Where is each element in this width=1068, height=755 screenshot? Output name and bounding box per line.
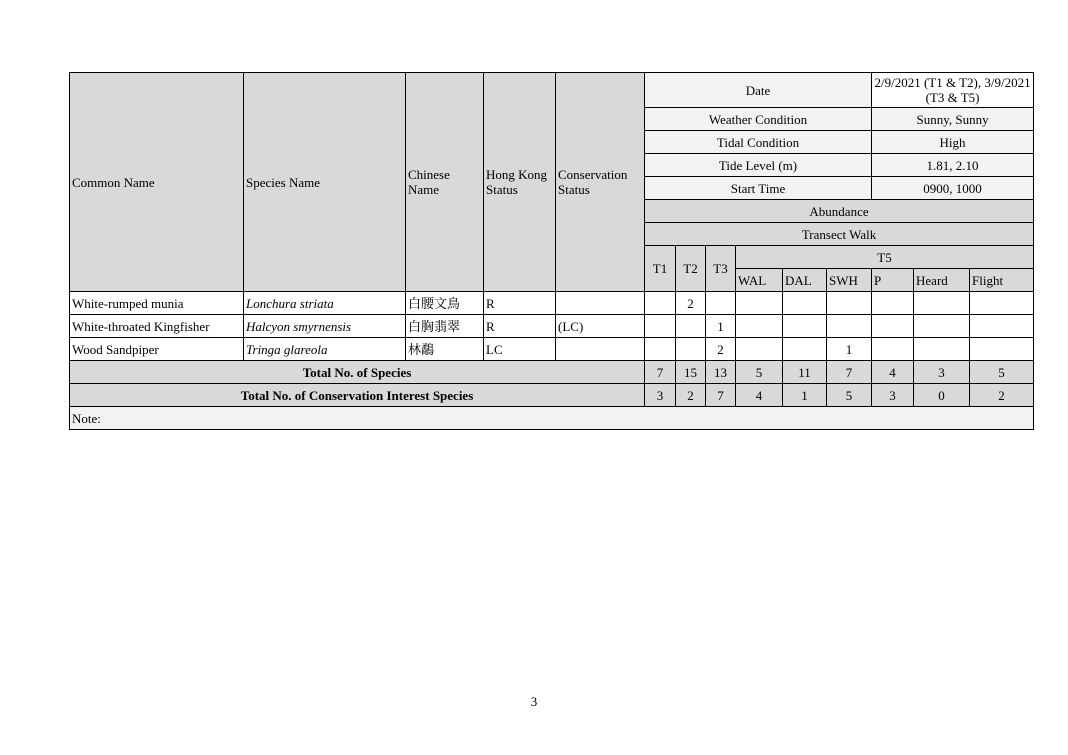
count-cell xyxy=(872,292,914,315)
total-count-cell: 4 xyxy=(872,361,914,384)
species-name-cell: Tringa glareola xyxy=(244,338,406,361)
total-count-cell: 13 xyxy=(706,361,736,384)
total-count-cell: 3 xyxy=(914,361,970,384)
col-header-heard: Heard xyxy=(914,269,970,292)
count-cell xyxy=(970,315,1034,338)
note-label: Note: xyxy=(70,407,1034,430)
total-count-cell: 0 xyxy=(914,384,970,407)
tide-level-label: Tide Level (m) xyxy=(645,154,872,177)
table-row xyxy=(70,292,1034,315)
count-cell xyxy=(872,338,914,361)
date-label: Date xyxy=(645,73,872,108)
chinese-name-cell: 白胸翡翠 xyxy=(406,315,484,338)
count-cell: 1 xyxy=(827,338,872,361)
total-count-cell: 3 xyxy=(872,384,914,407)
total-count-cell: 3 xyxy=(645,384,676,407)
count-cell: 2 xyxy=(706,338,736,361)
total-count-cell: 5 xyxy=(736,361,783,384)
col-header-t1: T1 xyxy=(645,246,676,292)
header-conservation-status: Conservation Status xyxy=(556,73,645,292)
total-count-cell: 2 xyxy=(970,384,1034,407)
species-name-cell: Halcyon smyrnensis xyxy=(244,315,406,338)
table-row xyxy=(70,338,1034,361)
date-value: 2/9/2021 (T1 & T2), 3/9/2021 (T3 & T5) xyxy=(872,73,1034,108)
col-header-t3: T3 xyxy=(706,246,736,292)
t5-group-label: T5 xyxy=(736,246,1034,269)
count-cell xyxy=(970,292,1034,315)
hk-status-cell: R xyxy=(484,315,556,338)
count-cell xyxy=(645,292,676,315)
count-cell xyxy=(783,338,827,361)
col-header-swh: SWH xyxy=(827,269,872,292)
start-time-value: 0900, 1000 xyxy=(872,177,1034,200)
common-name-cell: White-throated Kingfisher xyxy=(70,315,244,338)
header-hk-status: Hong Kong Status xyxy=(484,73,556,292)
page-number: 3 xyxy=(530,694,538,709)
total-count-cell: 11 xyxy=(783,361,827,384)
bird-survey-table xyxy=(69,72,1034,430)
total-row xyxy=(70,361,1034,384)
conservation-status-cell xyxy=(556,292,645,315)
count-cell xyxy=(676,315,706,338)
total-count-cell: 1 xyxy=(783,384,827,407)
count-cell: 2 xyxy=(676,292,706,315)
chinese-name-cell: 白腰文鳥 xyxy=(406,292,484,315)
common-name-cell: White-rumped munia xyxy=(70,292,244,315)
count-cell xyxy=(706,292,736,315)
col-header-p: P xyxy=(872,269,914,292)
total-count-cell: 15 xyxy=(676,361,706,384)
col-header-dal: DAL xyxy=(783,269,827,292)
start-time-label: Start Time xyxy=(645,177,872,200)
count-cell xyxy=(914,315,970,338)
total-count-cell: 5 xyxy=(827,384,872,407)
chinese-name-cell: 林鷸 xyxy=(406,338,484,361)
count-cell xyxy=(736,338,783,361)
transect-walk-label: Transect Walk xyxy=(645,223,1034,246)
count-cell xyxy=(872,315,914,338)
tide-level-value: 1.81, 2.10 xyxy=(872,154,1034,177)
count-cell xyxy=(827,315,872,338)
col-header-flight: Flight xyxy=(970,269,1034,292)
species-name-cell: Lonchura striata xyxy=(244,292,406,315)
hk-status-cell: LC xyxy=(484,338,556,361)
count-cell xyxy=(645,338,676,361)
common-name-cell: Wood Sandpiper xyxy=(70,338,244,361)
total-count-cell: 4 xyxy=(736,384,783,407)
hk-status-cell: R xyxy=(484,292,556,315)
total-count-cell: 7 xyxy=(827,361,872,384)
tidal-label: Tidal Condition xyxy=(645,131,872,154)
weather-label: Weather Condition xyxy=(645,108,872,131)
count-cell: 1 xyxy=(706,315,736,338)
conservation-status-cell xyxy=(556,338,645,361)
count-cell xyxy=(827,292,872,315)
header-chinese-name: Chinese Name xyxy=(406,73,484,292)
header-common-name: Common Name xyxy=(70,73,244,292)
count-cell xyxy=(914,292,970,315)
count-cell xyxy=(676,338,706,361)
tidal-value: High xyxy=(872,131,1034,154)
count-cell xyxy=(783,292,827,315)
note-row xyxy=(70,407,1034,430)
count-cell xyxy=(645,315,676,338)
count-cell xyxy=(970,338,1034,361)
count-cell xyxy=(783,315,827,338)
total-count-cell: 5 xyxy=(970,361,1034,384)
total-conservation-label: Total No. of Conservation Interest Species xyxy=(70,384,645,407)
total-count-cell: 2 xyxy=(676,384,706,407)
count-cell xyxy=(736,292,783,315)
count-cell xyxy=(914,338,970,361)
weather-value: Sunny, Sunny xyxy=(872,108,1034,131)
conservation-status-cell: (LC) xyxy=(556,315,645,338)
count-cell xyxy=(736,315,783,338)
col-header-wal: WAL xyxy=(736,269,783,292)
abundance-label: Abundance xyxy=(645,200,1034,223)
header-species-name: Species Name xyxy=(244,73,406,292)
total-count-cell: 7 xyxy=(706,384,736,407)
total-species-label: Total No. of Species xyxy=(70,361,645,384)
total-row xyxy=(70,384,1034,407)
col-header-t2: T2 xyxy=(676,246,706,292)
total-count-cell: 7 xyxy=(645,361,676,384)
table-row xyxy=(70,315,1034,338)
